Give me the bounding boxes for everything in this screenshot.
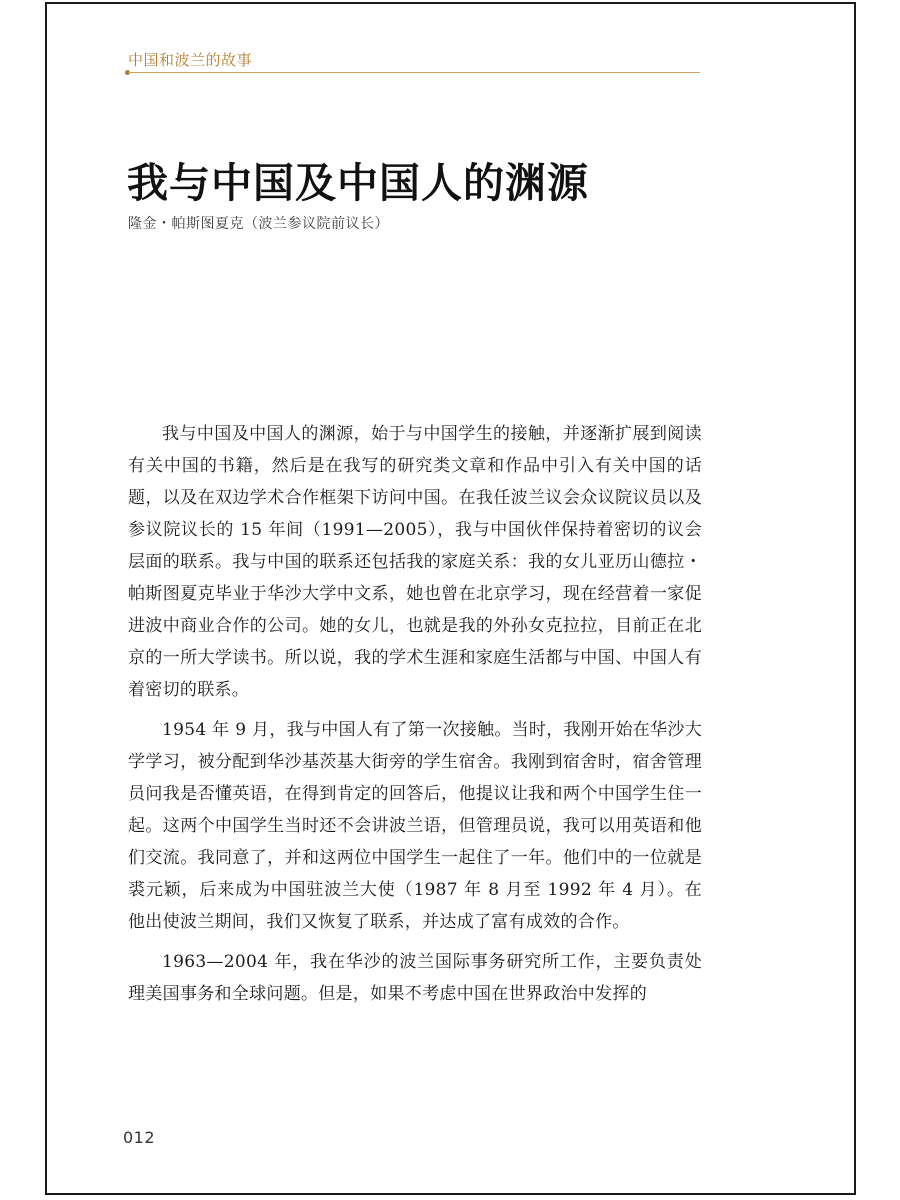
running-head: 中国和波兰的故事 xyxy=(128,51,253,69)
article-title: 我与中国及中国人的渊源 xyxy=(127,159,589,207)
article-byline: 隆金・帕斯图夏克（波兰参议院前议长） xyxy=(128,216,389,232)
header-rule xyxy=(128,72,700,73)
paragraph: 1954 年 9 月，我与中国人有了第一次接触。当时，我刚开始在华沙大学学习，被分配到华沙基茨基大街旁的学生宿舍。我刚到宿舍时，宿舍管理员问我是否懂英语，在得到肯定的回答后，他提议让我和两个中国学生住一起。这两个中国学生当时还不会讲波兰语，但管理员说，我可以用英语和他们交流。我同意了，并和这两位中国学生一起住了一年。他们中的一位就是裘元颖，后来成为中国驻波兰大使（1987 年 8 月至 1992 年 4 月）。在他出使波兰期间，我们又恢复了联系，并达成了富有成效的合作。 xyxy=(128,720,702,932)
page-number: 012 xyxy=(123,1128,156,1147)
paragraph: 1963—2004 年，我在华沙的波兰国际事务研究所工作，主要负责处理美国事务和全球问题。但是，如果不考虑中国在世界政治中发挥的 xyxy=(128,952,702,1004)
paragraph: 我与中国及中国人的渊源，始于与中国学生的接触，并逐渐扩展到阅读有关中国的书籍，然后是在我写的研究类文章和作品中引入有关中国的话题，以及在双边学术合作框架下访问中国。在我任波兰议会众议院议员以及参议院议长的 15 年间（1991—2005），我与中国伙伴保持着密切的议会层面的联系。我与中国的联系还包括我的家庭关系：我的女儿亚历山德拉・帕斯图夏克毕业于华沙大学中文系，她也曾在北京学习，现在经营着一家促进波中商业合作的公司。她的女儿，也就是我的外孙女克拉拉，目前正在北京的一所大学读书。所以说，我的学术生涯和家庭生活都与中国、中国人有着密切的联系。 xyxy=(128,424,702,700)
article-body xyxy=(128,418,702,1018)
